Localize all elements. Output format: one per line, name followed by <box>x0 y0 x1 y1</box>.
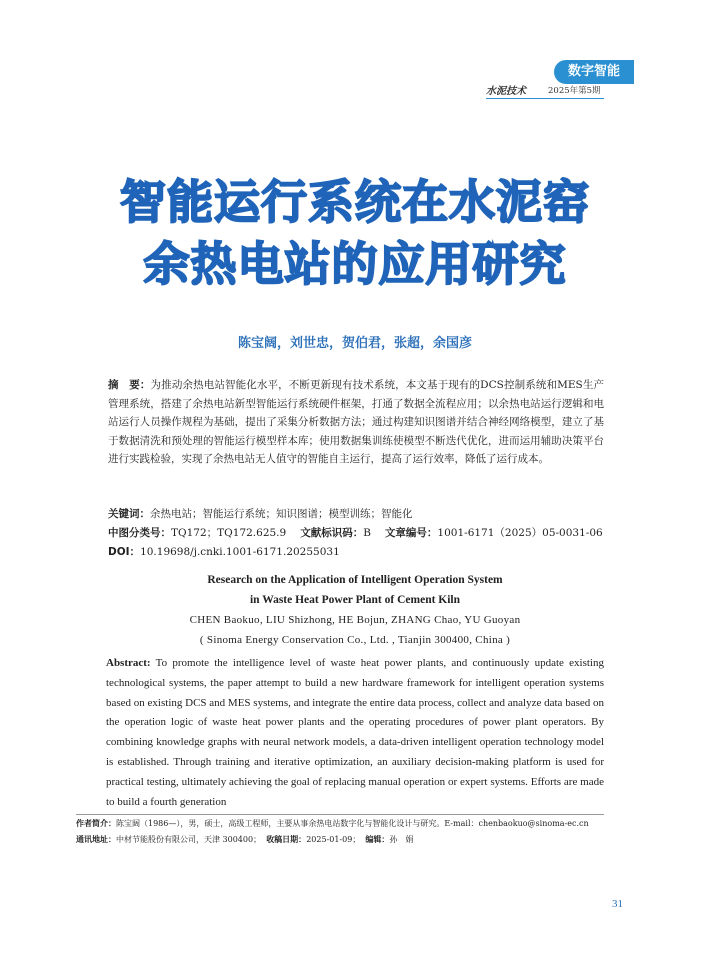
journal-name: 水泥技术 <box>486 86 526 97</box>
english-authors: CHEN Baokuo, LIU Shizhong, HE Bojun, ZHANG Chao, YU Guoyan <box>189 614 521 626</box>
author-bio-label: 作者简介： <box>76 819 116 828</box>
doi-value[interactable]: 10.19698/j.cnki.1001-6171.20255031 <box>140 546 340 558</box>
doi-label: DOI： <box>108 546 141 558</box>
section-badge: 数字智能 <box>554 60 634 84</box>
page-number: 31 <box>612 898 623 910</box>
editor-label: 编辑： <box>365 835 390 844</box>
header-rule <box>486 98 604 99</box>
english-title-line-2: in Waste Heat Power Plant of Cement Kiln <box>249 594 461 606</box>
article-number-value: 1001-6171（2025）05-0031-06 <box>437 527 603 539</box>
address-label: 通讯地址： <box>76 835 116 844</box>
abstract-en-text: To promote the intelligence level of waste heat power plants, and continuously update existing technological systems, the paper attempt to build a new hardware framework for intelligent operation systems based on existing DCS and MES systems, and integrate the entire data process, collect and analyze data based on the operation logic of waste heat power plants and the operating procedures of power plant operators. By combining knowledge graphs with neural network models, a data-driven intelligent operation technology model is established. Through training and iterative optimization, an auxiliary decision-making platform is used for practical testing, ultimately achieving the goal of replacing manual operation or expert systems. Efforts are made to build a fourth generation <box>106 657 604 808</box>
received-date: 2025-01-09； <box>306 835 361 844</box>
keywords-text: 余热电站；智能运行系统；知识图谱；模型训练；智能化 <box>150 508 413 520</box>
author-bio-text: 陈宝阔（1986—），男，硕士，高级工程师，主要从事余热电站数字化与智能化设计与研究。E-mail：chenbaokuo@sinoma-ec.cn <box>116 819 589 828</box>
abstract-en <box>106 654 604 812</box>
abstract-cn-label: 摘 要： <box>108 379 151 391</box>
article-number-label: 文章编号： <box>384 527 438 539</box>
address-line <box>76 834 413 845</box>
english-affiliation: ( Sinoma Energy Conservation Co., Ltd. , Tianjin 300400, China ) <box>199 634 511 646</box>
editor-name: 孙 娟 <box>389 835 414 844</box>
address-text: 中材节能股份有限公司，天津 300400； <box>116 835 262 844</box>
clc-value: TQ172；TQ172.625.9 <box>171 527 287 539</box>
footnote-rule <box>76 814 604 815</box>
issue-label: 2025年第5期 <box>548 86 601 96</box>
paper-title-line-2: 余热电站的应用研究 <box>143 237 567 291</box>
abstract-cn <box>108 376 604 469</box>
doi-line <box>108 544 340 559</box>
doc-code-value: B <box>363 527 371 539</box>
received-label: 收稿日期： <box>266 835 307 844</box>
keywords <box>108 506 413 521</box>
paper-title-line-1: 智能运行系统在水泥窑 <box>120 175 590 229</box>
abstract-cn-text: 为推动余热电站智能化水平，不断更新现有技术系统，本文基于现有的DCS控制系统和MES生产管理系统，搭建了余热电站新型智能运行系统硬件框架，打通了数据全流程应用；以余热电站运行逻辑和电站运行人员操作规程为基础，提出了采集分析数据方法；通过构建知识图谱并结合神经网络模型，建立了基于数据清洗和预处理的智能运行模型样本库；使用数据集训练使模型不断迭代优化，进而运用辅助决策平台进行实践检验，实现了余热电站无人值守的智能自主运行，提高了运行效率，降低了运行成本。 <box>108 379 605 465</box>
authors: 陈宝阔，刘世忠，贺伯君，张超，余国彦 <box>237 336 472 351</box>
clc-label: 中图分类号： <box>108 527 171 539</box>
classification-line <box>108 525 603 540</box>
abstract-en-label: Abstract: <box>106 657 151 669</box>
author-bio <box>76 818 589 829</box>
keywords-label: 关键词： <box>108 508 150 520</box>
english-title-line-1: Research on the Application of Intelligent Operation System <box>207 574 503 586</box>
doc-code-label: 文献标识码： <box>300 527 364 539</box>
